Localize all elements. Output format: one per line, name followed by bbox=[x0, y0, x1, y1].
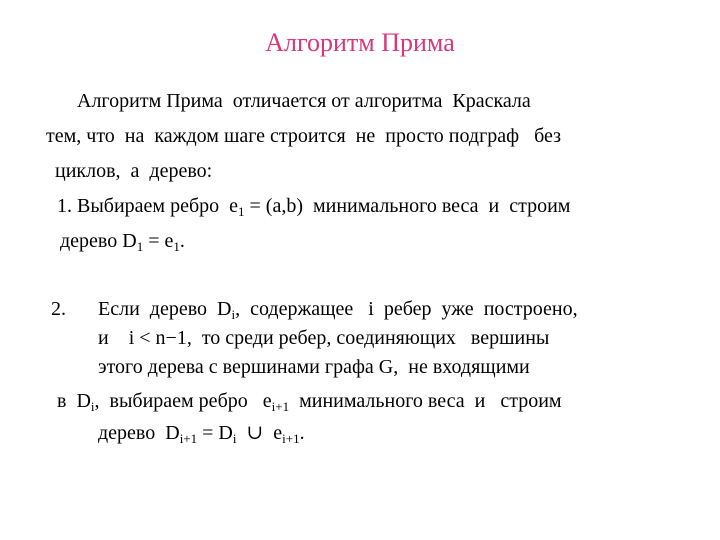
step2-l4-sub1: i bbox=[90, 399, 95, 414]
step2-line-2: и i < n−1, то среди ребер, соединяющих вершины bbox=[98, 327, 550, 349]
intro-line-3: циклов, а дерево: bbox=[55, 160, 213, 182]
step2-number: 2. bbox=[51, 298, 66, 320]
step2-line-1 bbox=[98, 297, 578, 327]
step1-text-a: 1. Выбираем ребро e bbox=[57, 195, 238, 217]
step1-text-b: = (a,b) минимального веса и строим bbox=[244, 195, 571, 217]
step1-sub-a: 1 bbox=[238, 204, 245, 219]
step1-text-d: = e bbox=[143, 230, 174, 252]
step2-l1-sub: i bbox=[231, 307, 236, 322]
step1-text-c: дерево D bbox=[60, 230, 137, 252]
step2-l4-c: минимального веса и строим bbox=[289, 390, 562, 412]
step2-l5-sub2: i bbox=[232, 431, 237, 446]
intro-line-2: тем, что на каждом шаге строится не просто подграф без bbox=[46, 125, 562, 147]
step2-l5-sub1: i+1 bbox=[179, 431, 198, 446]
step1-sub-d: 1 bbox=[173, 239, 180, 254]
step2-l5-c: ∪ e bbox=[236, 422, 283, 444]
step2-l4-b: , выбираем ребро e bbox=[94, 390, 272, 412]
step2-line-5 bbox=[98, 421, 305, 451]
step1-line-1 bbox=[57, 194, 570, 224]
step2-l5-sub3: i+1 bbox=[282, 431, 300, 446]
step2-l5-b: = D bbox=[197, 422, 233, 444]
step1-text-e: . bbox=[179, 230, 185, 252]
step2-l5-d: . bbox=[299, 422, 305, 444]
slide-title: Алгоритм Прима bbox=[265, 28, 455, 57]
step2-l4-a: в D bbox=[57, 390, 91, 412]
intro-line-1: Алгоритм Прима отличается от алгоритма Краскала bbox=[77, 90, 531, 112]
step2-line-4 bbox=[57, 389, 562, 419]
step2-l1-b: , содержащее i ребер уже построено, bbox=[235, 298, 578, 320]
step1-sub-c: 1 bbox=[136, 239, 144, 254]
step2-l4-sub2: i+1 bbox=[271, 399, 290, 414]
step2-line-3: этого дерева с вершинами графа G, не входящими bbox=[98, 356, 530, 378]
step1-line-2 bbox=[60, 229, 185, 259]
step2-l1-a: Если дерево D bbox=[98, 298, 232, 320]
step2-l5-a: дерево D bbox=[98, 422, 180, 444]
